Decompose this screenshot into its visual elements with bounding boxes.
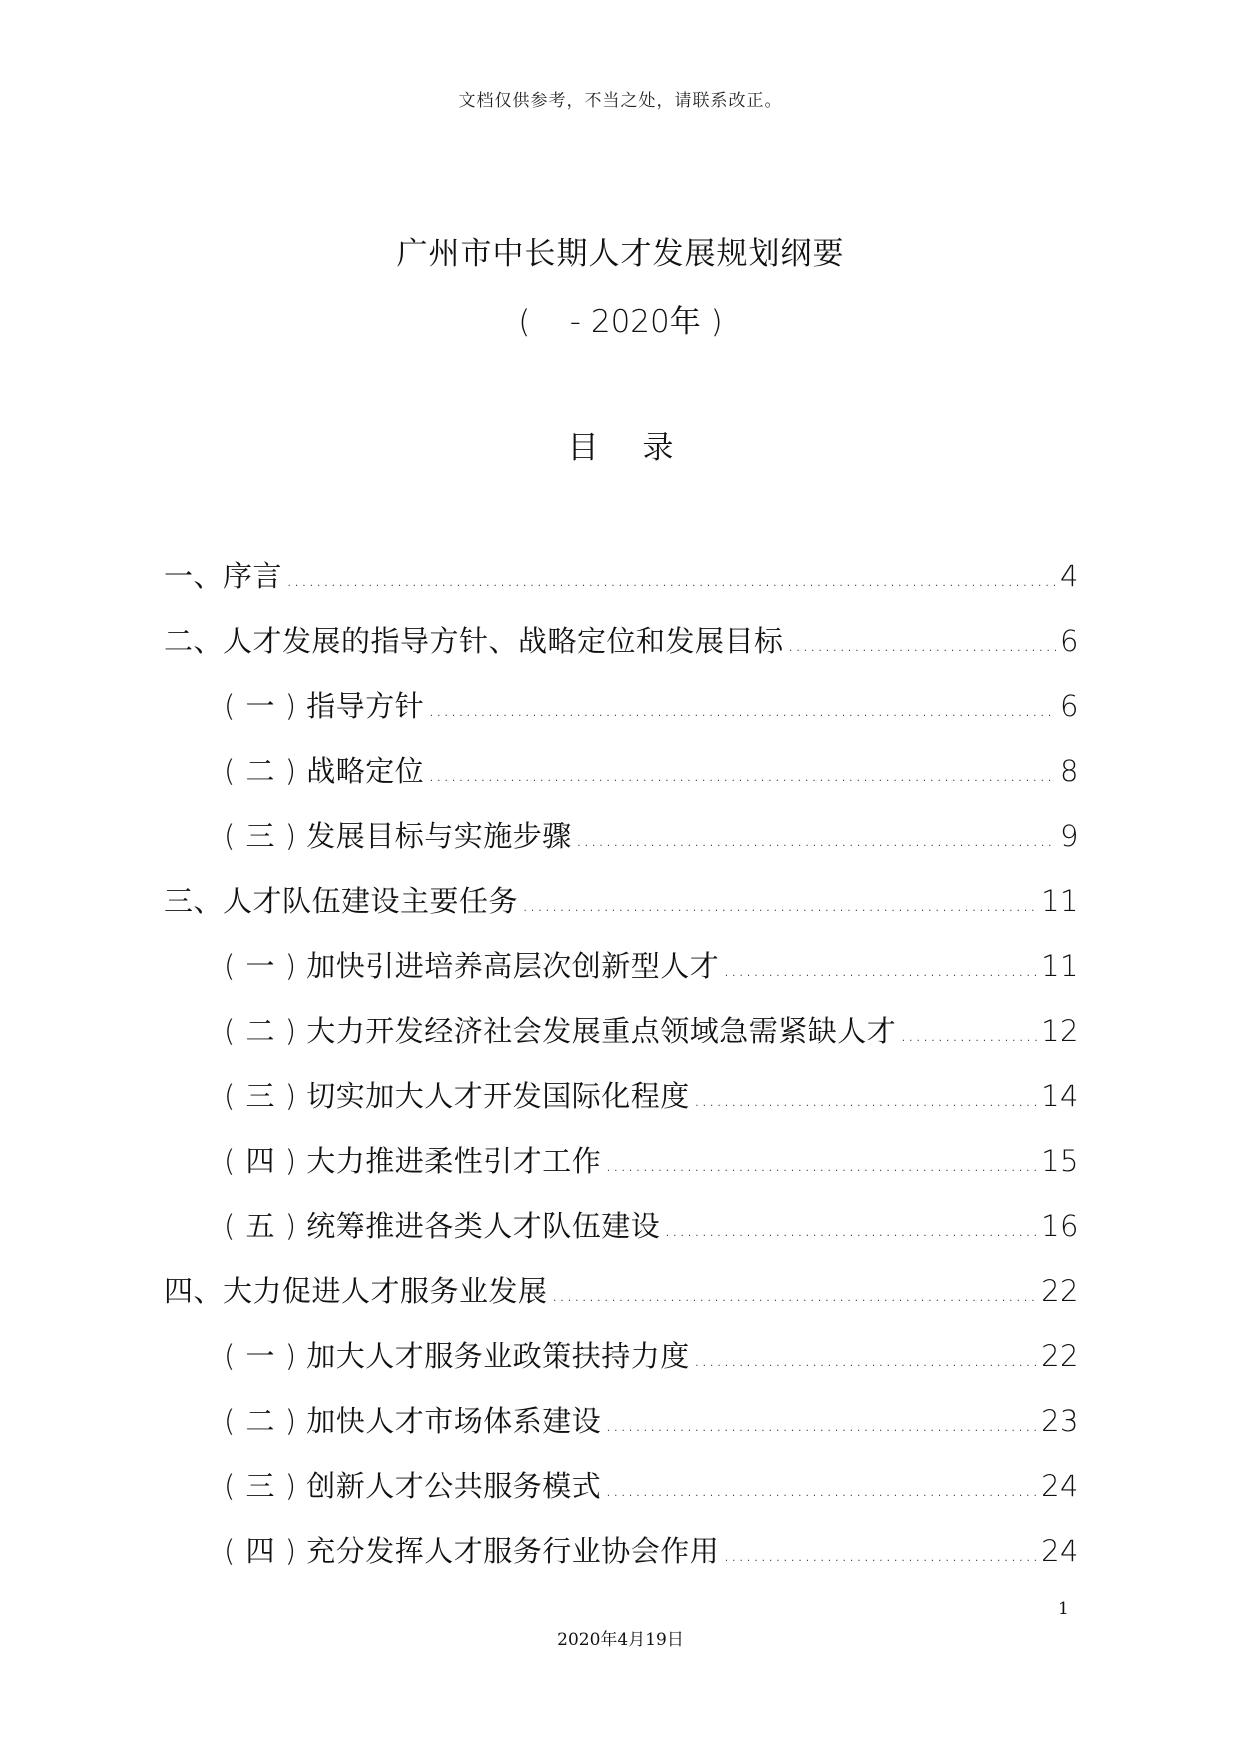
toc-entry-page: 24 [1041,1469,1079,1503]
toc-entry-label: ( 三 ) 切实加大人才开发国际化程度 [224,1079,690,1113]
toc-entry[interactable] [164,1464,1079,1529]
toc-entry-label: 三、人才队伍建设主要任务 [164,884,519,918]
toc-leader-dots [788,632,1057,656]
toc-entry-label: ( 一 ) 加大人才服务业政策扶持力度 [224,1339,690,1373]
toc-entry-page: 23 [1041,1404,1079,1438]
toc-entry-page: 22 [1041,1339,1079,1373]
toc-entry-label: 二、人才发展的指导方针、战略定位和发展目标 [164,624,784,658]
toc-entry[interactable] [164,1334,1079,1399]
document-subtitle: ( - 2020年 ) [518,304,723,340]
toc-entry-page: 22 [1041,1274,1079,1308]
toc-entry[interactable] [164,1074,1079,1139]
toc-entry-label: ( 二 ) 战略定位 [224,754,425,788]
toc-entry-label: ( 五 ) 统筹推进各类人才队伍建设 [224,1209,661,1243]
toc-entry[interactable] [164,814,1079,879]
toc-entry[interactable] [164,1399,1079,1464]
toc-leader-dots [522,892,1037,916]
toc-entry[interactable] [164,1269,1079,1334]
toc-entry-label: ( 一 ) 指导方针 [224,689,425,723]
toc-entry-label: 一、序言 [164,559,283,593]
toc-entry-page: 9 [1060,819,1079,853]
toc-entry-page: 11 [1041,884,1079,918]
toc-leader-dots [664,1217,1037,1241]
toc-entry-page: 14 [1041,1079,1079,1113]
toc-entry-page: 4 [1060,559,1079,593]
toc-entry[interactable] [164,1009,1079,1074]
toc-leader-dots [694,1087,1037,1111]
toc-entry-label: ( 四 ) 充分发挥人才服务行业协会作用 [224,1534,720,1568]
toc-leader-dots [605,1152,1037,1176]
toc-entry[interactable] [164,944,1079,1009]
toc-leader-dots [576,827,1056,851]
toc-entry-label: ( 三 ) 发展目标与实施步骤 [224,819,572,853]
toc-leader-dots [286,567,1056,591]
toc-entry-label: ( 二 ) 大力开发经济社会发展重点领域急需紧缺人才 [224,1014,897,1048]
footer-date: 2020年4月19日 [557,1630,684,1650]
toc-entry[interactable] [164,554,1079,619]
toc-leader-dots [428,762,1056,786]
toc-entry-label: ( 一 ) 加快引进培养高层次创新型人才 [224,949,720,983]
toc-leader-dots [552,1282,1038,1306]
toc-entry[interactable] [164,749,1079,814]
toc-entry[interactable] [164,1529,1079,1594]
table-of-contents [164,554,1079,1594]
toc-heading: 目录 [567,430,718,466]
toc-leader-dots [900,1022,1037,1046]
toc-entry[interactable] [164,879,1079,944]
toc-leader-dots [605,1412,1037,1436]
toc-entry-page: 24 [1041,1534,1079,1568]
toc-entry-label: ( 四 ) 大力推进柔性引才工作 [224,1144,602,1178]
toc-entry[interactable] [164,1139,1079,1204]
toc-entry[interactable] [164,619,1079,684]
toc-leader-dots [428,697,1056,721]
toc-entry-page: 16 [1041,1209,1079,1243]
toc-entry-page: 6 [1060,624,1079,658]
toc-entry-page: 8 [1060,754,1079,788]
toc-entry[interactable] [164,1204,1079,1269]
document-title: 广州市中长期人才发展规划纲要 [396,236,845,272]
toc-entry-label: 四、大力促进人才服务业发展 [164,1274,548,1308]
toc-leader-dots [694,1347,1037,1371]
toc-leader-dots [723,1542,1037,1566]
toc-entry-label: ( 三 ) 创新人才公共服务模式 [224,1469,602,1503]
page-number: 1 [1058,1599,1069,1619]
toc-entry-page: 15 [1041,1144,1079,1178]
toc-entry[interactable] [164,684,1079,749]
toc-leader-dots [605,1477,1037,1501]
toc-entry-page: 12 [1041,1014,1079,1048]
toc-leader-dots [723,957,1037,981]
toc-entry-page: 11 [1041,949,1079,983]
toc-entry-page: 6 [1060,689,1079,723]
toc-entry-label: ( 二 ) 加快人才市场体系建设 [224,1404,602,1438]
header-disclaimer: 文档仅供参考，不当之处，请联系改正。 [458,91,783,111]
